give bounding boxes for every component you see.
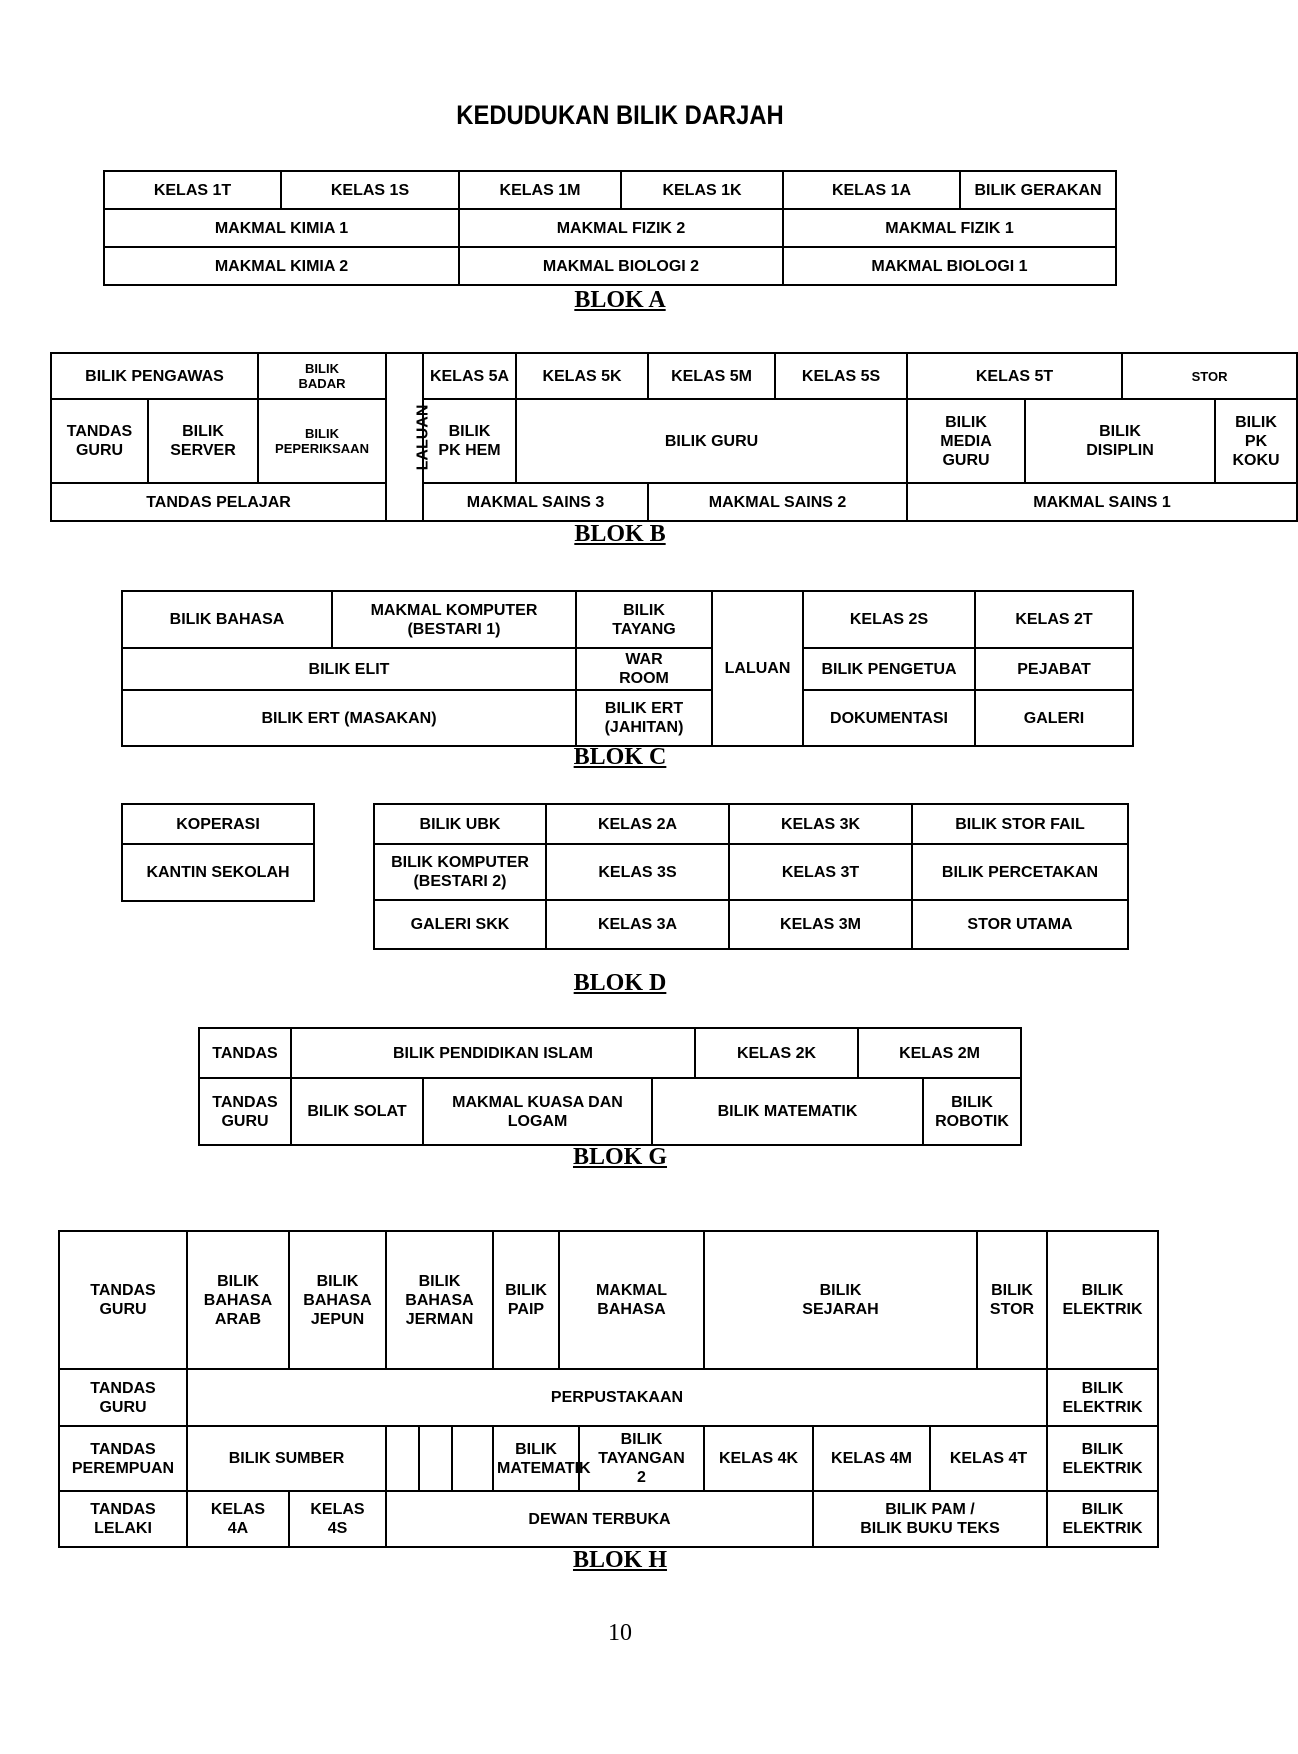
room-cell: GALERI SKK [374,900,546,949]
room-cell: TANDAS GURU [199,1078,291,1145]
room-cell: BILIK ELEKTRIK [1047,1491,1158,1547]
room-cell: BILIK BAHASA [122,591,332,648]
room-cell: KELAS 4S [289,1491,386,1547]
room-cell: PEJABAT [975,648,1133,690]
page-number: 10 [608,1620,632,1646]
room-cell: KELAS 3A [546,900,729,949]
room-cell: MAKMAL KIMIA 2 [104,247,459,285]
room-cell: MAKMAL KIMIA 1 [104,209,459,247]
block-c-table [121,590,1132,743]
room-cell: MAKMAL KOMPUTER (BESTARI 1) [332,591,576,648]
block-h-table [58,1230,1157,1546]
room-cell: MAKMAL KUASA DAN LOGAM [423,1078,652,1145]
room-cell: KELAS 2T [975,591,1133,648]
room-cell: BILIK BADAR [258,353,386,399]
room-cell: TANDAS GURU [59,1369,187,1426]
room-cell: MAKMAL BIOLOGI 2 [459,247,783,285]
room-cell: TANDAS GURU [51,399,148,483]
room-cell: KELAS 5S [775,353,907,399]
block-d-label: BLOK D [573,970,667,996]
room-cell: BILIK ELIT [122,648,576,690]
block-h-label: BLOK H [572,1547,668,1573]
room-cell: KELAS 3K [729,804,912,844]
room-cell: MAKMAL SAINS 2 [648,483,907,521]
room-cell: BILIK GERAKAN [960,171,1116,209]
block-b-table [50,352,1280,520]
laluan-corridor: LALUAN [712,591,803,746]
room-cell: BILIK PAM / BILIK BUKU TEKS [813,1491,1047,1547]
room-cell: BILIK SERVER [148,399,258,483]
block-b-label: BLOK B [574,521,666,547]
room-cell: BILIK KOMPUTER (BESTARI 2) [374,844,546,900]
room-cell: BILIK SEJARAH [704,1231,977,1369]
room-cell: PERPUSTAKAAN [187,1369,1047,1426]
room-cell: BILIK GURU [516,399,907,483]
block-d-table [373,803,1127,948]
room-cell: MAKMAL SAINS 3 [423,483,648,521]
room-cell: STOR UTAMA [912,900,1128,949]
room-cell: BILIK PAIP [493,1231,559,1369]
room-cell: BILIK DISIPLIN [1025,399,1215,483]
block-a-label: BLOK A [574,287,666,313]
room-cell: KELAS 4M [813,1426,930,1491]
room-cell [452,1426,493,1491]
room-cell [386,1426,419,1491]
room-cell: KELAS 5K [516,353,648,399]
room-cell: BILIK SUMBER [187,1426,386,1491]
room-cell: BILIK SOLAT [291,1078,423,1145]
room-cell: MAKMAL SAINS 1 [907,483,1297,521]
room-cell: KELAS 2M [858,1028,1021,1078]
room-cell: BILIK PENGETUA [803,648,975,690]
room-cell: KELAS 2K [695,1028,858,1078]
room-cell: GALERI [975,690,1133,746]
room-cell: KELAS 1K [621,171,783,209]
room-cell: KELAS 5A [423,353,516,399]
laluan-corridor: LALUAN [386,353,423,521]
room-cell: KELAS 1T [104,171,281,209]
room-cell: KELAS 3S [546,844,729,900]
room-cell: KELAS 3T [729,844,912,900]
room-cell: TANDAS [199,1028,291,1078]
room-cell: MAKMAL BIOLOGI 1 [783,247,1116,285]
room-cell: MAKMAL FIZIK 1 [783,209,1116,247]
block-d-side-table [121,803,315,900]
room-cell: KELAS 1A [783,171,960,209]
room-cell: BILIK PENDIDIKAN ISLAM [291,1028,695,1078]
room-cell: BILIK ELEKTRIK [1047,1369,1158,1426]
room-cell [419,1426,452,1491]
room-cell: KELAS 3M [729,900,912,949]
room-cell: KOPERASI [122,804,314,844]
room-cell: BILIK MEDIA GURU [907,399,1025,483]
room-cell: BILIK ELEKTRIK [1047,1231,1158,1369]
room-cell: KELAS 1M [459,171,621,209]
room-cell: MAKMAL FIZIK 2 [459,209,783,247]
room-cell: BILIK PERCETAKAN [912,844,1128,900]
room-cell: BILIK ERT (MASAKAN) [122,690,576,746]
room-cell: TANDAS PEREMPUAN [59,1426,187,1491]
room-cell: DOKUMENTASI [803,690,975,746]
room-cell: BILIK ELEKTRIK [1047,1426,1158,1491]
room-cell: BILIK ROBOTIK [923,1078,1021,1145]
room-cell: TANDAS GURU [59,1231,187,1369]
room-cell: BILIK TAYANGAN 2 [579,1426,704,1491]
block-a-table [103,170,1115,286]
room-cell: KELAS 1S [281,171,459,209]
room-cell: BILIK PEPERIKSAAN [258,399,386,483]
block-g-label: BLOK G [572,1144,668,1170]
room-cell: BILIK BAHASA JERMAN [386,1231,493,1369]
room-cell: KELAS 4A [187,1491,289,1547]
room-cell: BILIK MATEMATIK [652,1078,923,1145]
room-cell: TANDAS PELAJAR [51,483,386,521]
room-cell: BILIK PK HEM [423,399,516,483]
room-cell: BILIK PENGAWAS [51,353,258,399]
room-cell: STOR [1122,353,1297,399]
room-cell: KANTIN SEKOLAH [122,844,314,901]
room-cell: KELAS 4T [930,1426,1047,1491]
room-cell: KELAS 2S [803,591,975,648]
room-cell: KELAS 5T [907,353,1122,399]
room-cell: BILIK BAHASA JEPUN [289,1231,386,1369]
room-cell: TANDAS LELAKI [59,1491,187,1547]
room-cell: MAKMAL BAHASA [559,1231,704,1369]
room-cell: BILIK PK KOKU [1215,399,1297,483]
room-cell: BILIK STOR [977,1231,1047,1369]
room-cell: BILIK STOR FAIL [912,804,1128,844]
room-cell: BILIK UBK [374,804,546,844]
block-g-table [198,1027,1020,1144]
room-cell: BILIK TAYANG [576,591,712,648]
room-cell: KELAS 4K [704,1426,813,1491]
room-cell: KELAS 5M [648,353,775,399]
page-title: KEDUDUKAN BILIK DARJAH [456,100,784,130]
room-cell: KELAS 2A [546,804,729,844]
room-cell: BILIK MATEMATIK [493,1426,579,1491]
room-cell: WAR ROOM [576,648,712,690]
room-cell: BILIK BAHASA ARAB [187,1231,289,1369]
room-cell: DEWAN TERBUKA [386,1491,813,1547]
room-cell: BILIK ERT (JAHITAN) [576,690,712,746]
block-c-label: BLOK C [573,744,667,770]
